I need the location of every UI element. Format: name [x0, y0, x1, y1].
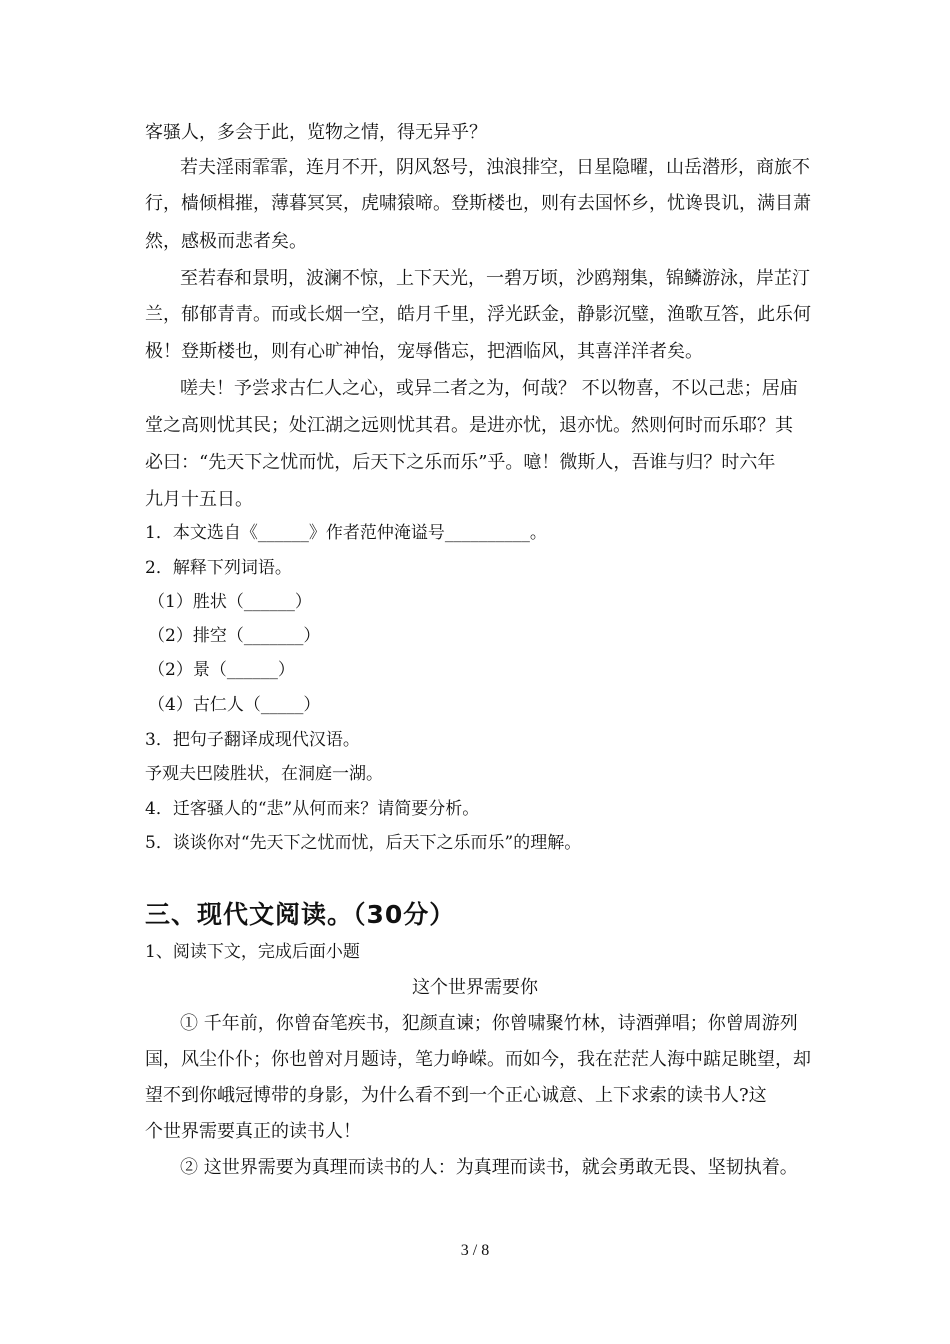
passage-line: 极！登斯楼也，则有心旷神怡，宠辱偕忘，把酒临风，其喜洋洋者矣。: [145, 341, 703, 362]
section-heading: 三、现代文阅读。（30分）: [145, 900, 456, 929]
question-2-item: （2）排空（_______）: [148, 626, 321, 646]
passage-line: 然，感极而悲者矣。: [145, 231, 307, 252]
passage-line: 若夫淫雨霏霏，连月不开，阴风怒号，浊浪排空，日星隐曜，山岳潜形，商旅不: [180, 157, 810, 178]
question-2-item: （2）景（______）: [148, 660, 295, 680]
passage-line: 堂之高则忧其民；处江湖之远则忧其君。是进亦忧，退亦忧。然则何时而乐耶？其: [145, 415, 793, 436]
article-line: ② 这世界需要为真理而读书的人：为真理而读书，就会勇敢无畏、坚韧执着。: [180, 1157, 798, 1178]
question-1: 1．本文选自《______》作者范仲淹谥号__________。: [145, 523, 547, 543]
question-2: 2．解释下列词语。: [145, 558, 292, 578]
article-line: ① 千年前，你曾奋笔疾书，犯颜直谏；你曾啸聚竹林，诗酒弹唱；你曾周游列: [180, 1013, 798, 1034]
question-4: 4．迁客骚人的“悲”从何而来？请简要分析。: [145, 799, 480, 819]
page-number: 3 / 8: [460, 1242, 490, 1259]
section-instruction: 1、阅读下文，完成后面小题: [145, 942, 360, 962]
article-line: 国，风尘仆仆；你也曾对月题诗，笔力峥嵘。而如今，我在茫茫人海中踮足眺望，却: [145, 1049, 811, 1070]
passage-line: 至若春和景明，波澜不惊，上下天光，一碧万顷，沙鸥翔集，锦鳞游泳，岸芷汀: [180, 268, 810, 289]
article-title: 这个世界需要你: [412, 977, 538, 998]
passage-line: 九月十五日。: [145, 489, 253, 510]
passage-line: 行，樯倾楫摧，薄暮冥冥，虎啸猿啼。登斯楼也，则有去国怀乡，忧谗畏讥，满目萧: [145, 193, 811, 214]
article-line: 个世界需要真正的读书人！: [145, 1121, 361, 1142]
passage-line: 客骚人，多会于此，览物之情，得无异乎？: [145, 122, 487, 143]
question-2-item: （4）古仁人（_____）: [148, 695, 321, 715]
passage-line: 嗟夫！予尝求古仁人之心，或异二者之为，何哉？ 不以物喜，不以己悲；居庙: [180, 378, 798, 399]
passage-line: 必曰：“先天下之忧而忧，后天下之乐而乐”乎。噫！微斯人，吾谁与归？时六年: [145, 452, 776, 473]
passage-line: 兰，郁郁青青。而或长烟一空，皓月千里，浮光跃金，静影沉璧，渔歌互答，此乐何: [145, 304, 811, 325]
question-3-sentence: 予观夫巴陵胜状，在洞庭一湖。: [145, 764, 383, 784]
question-3: 3．把句子翻译成现代汉语。: [145, 730, 360, 750]
article-line: 望不到你峨冠博带的身影，为什么看不到一个正心诚意、上下求索的读书人?这: [145, 1085, 767, 1106]
question-5: 5．谈谈你对“先天下之忧而忧，后天下之乐而乐”的理解。: [145, 833, 582, 853]
question-2-item: （1）胜状（______）: [148, 592, 312, 612]
